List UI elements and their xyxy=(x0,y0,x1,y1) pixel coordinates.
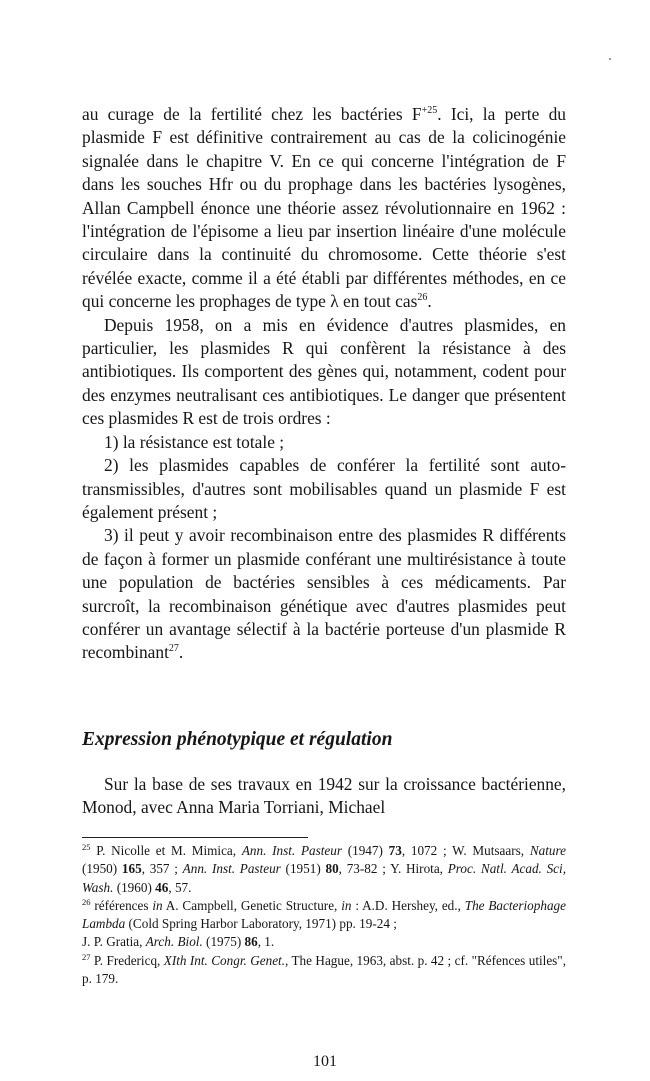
italic-text: in xyxy=(341,897,352,913)
paragraph: Sur la base de ses travaux en 1942 sur la croissance bactérienne, Monod, avec Anna Maria Torriani, Michael xyxy=(82,774,566,818)
note-ref: 27 xyxy=(168,643,179,655)
text-run: (1950) xyxy=(82,861,122,877)
note-ref: 25 xyxy=(82,842,91,852)
footnote xyxy=(82,842,566,897)
text-run: références xyxy=(90,897,153,913)
italic-text: Ann. Inst. Pasteur xyxy=(182,861,281,877)
note-ref: 26 xyxy=(82,896,91,907)
page-number: 101 xyxy=(313,1053,337,1070)
footnote xyxy=(82,933,566,951)
scan-speck xyxy=(609,58,611,60)
body-text xyxy=(82,103,566,665)
text-run: . Ici, la perte du plasmide F est définitive contrairement au cas de la colicinogénie signalée dans le chapitre V. En ce qui concerne l'intégration de F dans les souches Hfr ou du prophage dans les bactéries lysogènes, Allan Campbell énonce une théorie assez révolutionnaire en 1962 : l'intégration de l'épisome a lieu par insertion linéaire d'une molécule circulaire dans la continuité du chromosome. Cette théorie s'est révélée exacte, comme il a été établi par différentes méthodes, en ce qui concerne les prophages de type λ en tout cas xyxy=(82,104,566,312)
italic-text: Proc. Natl. Acad. Sci, Wash. xyxy=(82,861,566,895)
bold-text: 80 xyxy=(325,861,339,877)
text-run: . xyxy=(427,291,432,312)
italic-text: The Bacteriophage Lambda xyxy=(82,897,567,932)
bold-text: 86 xyxy=(244,934,258,950)
bold-text: 73 xyxy=(388,843,402,858)
text-run: Depuis 1958, on a mis en évidence d'autres plasmides, en particulier, les plasmides R qui confèrent la résistance à des antibiotiques. Ils comportent des gènes qui, notamment, codent pour des enzymes neutralisant ces antibiotiques. Le danger que présentent ces plasmides R est de trois ordres : xyxy=(82,314,566,429)
text-run: 3) il peut y avoir recombinaison entre des plasmides R différents de façon à former un plasmide conférant une multirésistance à toute une population de bactéries sensibles à ces médicaments. Par surcroît, la recombinaison génétique avec d'autres plasmides peut conférer un avantage sélectif à la bactérie porteuse d'un plasmide R recombinant xyxy=(82,525,566,663)
text-run: 2) les plasmides capables de conférer la fertilité sont auto-transmissibles, d'autres sont mobilisables quand un plasmide F est également présent ; xyxy=(82,455,566,522)
text-run: , 73-82 ; Y. Hirota, xyxy=(338,861,448,877)
note-ref: 26 xyxy=(417,292,428,304)
footnote xyxy=(82,952,566,989)
footnote xyxy=(82,897,566,934)
text-run: , The Hague, 1963, abst. p. 42 ; cf. "Réfences utiles", p. 179. xyxy=(82,952,566,987)
footnotes xyxy=(82,842,566,988)
bold-text: 46 xyxy=(155,879,169,895)
section-heading: Expression phénotypique et régulation xyxy=(82,729,393,750)
text-run: (Cold Spring Harbor Laboratory, 1971) pp. 19-24 ; xyxy=(125,916,397,932)
footnote-divider xyxy=(82,837,308,838)
paragraph xyxy=(82,103,566,314)
text-run: , 57. xyxy=(168,879,192,895)
text-run: au curage de la fertilité chez les bactéries F xyxy=(82,104,422,124)
text-run: P. Fredericq, xyxy=(90,952,164,968)
list-item xyxy=(82,431,566,454)
text-run: , 357 ; xyxy=(141,861,183,877)
bold-text: 165 xyxy=(121,861,142,877)
text-run: A. Campbell, Genetic Structure, xyxy=(162,897,342,913)
text-run: : A.D. Hershey, ed., xyxy=(351,897,465,913)
continuation-text xyxy=(82,773,566,820)
italic-text: in xyxy=(152,897,163,913)
italic-text: XIth Int. Congr. Genet. xyxy=(163,952,286,968)
text-run: , 1. xyxy=(257,934,275,950)
text-run: (1975) xyxy=(202,934,245,950)
note-ref: +25 xyxy=(421,105,438,116)
italic-text: Ann. Inst. Pasteur xyxy=(241,843,342,858)
text-run: (1947) xyxy=(341,843,389,858)
paragraph xyxy=(82,314,566,431)
text-run: (1951) xyxy=(280,861,326,877)
text-run: J. P. Gratia, xyxy=(82,934,146,950)
note-ref: 27 xyxy=(82,951,91,962)
list-item xyxy=(82,454,566,524)
text-run: . xyxy=(178,642,184,663)
text-run: , 1072 ; W. Mutsaars, xyxy=(401,843,530,858)
text-run: 1) la résistance est totale ; xyxy=(104,431,285,452)
list-item xyxy=(82,524,566,664)
text-run: (1960) xyxy=(113,879,156,895)
text-run: P. Nicolle et M. Mimica, xyxy=(90,843,242,858)
italic-text: Arch. Biol. xyxy=(145,934,203,950)
italic-text: Nature xyxy=(529,843,566,858)
